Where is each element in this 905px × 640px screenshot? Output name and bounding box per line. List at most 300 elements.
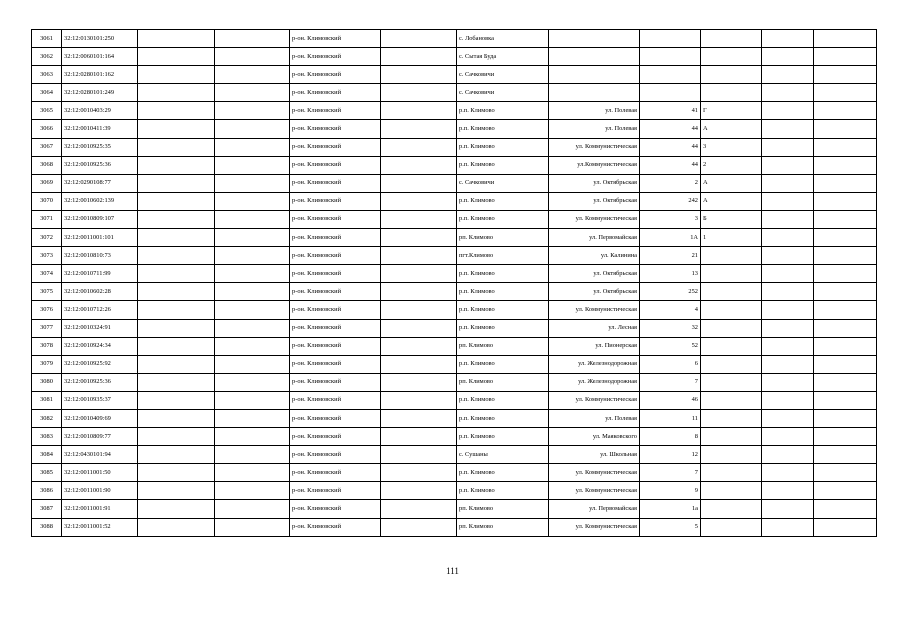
cell-settlement: с. Лобановка <box>457 30 549 48</box>
cell-street: ул. Первомайская <box>549 229 640 247</box>
cell-house-number: 46 <box>640 391 701 409</box>
cell-settlement: с. Сачковичи <box>457 84 549 102</box>
cell-empty-col-6 <box>381 192 457 210</box>
cell-empty-col-11 <box>762 373 814 391</box>
cell-empty-col-6 <box>381 482 457 500</box>
table-row <box>32 192 877 210</box>
table-row <box>32 446 877 464</box>
cell-building-letter <box>701 500 762 518</box>
cell-building-letter <box>701 30 762 48</box>
cell-street: ул. Коммунистическая <box>549 210 640 228</box>
cell-empty-col-11 <box>762 283 814 301</box>
cell-record-number: 3063 <box>32 66 62 84</box>
cell-district: р-он. Климовский <box>290 48 381 66</box>
cell-record-number: 3073 <box>32 247 62 265</box>
cell-empty-col-4 <box>215 355 290 373</box>
cell-empty-col-11 <box>762 319 814 337</box>
cell-empty-col-4 <box>215 428 290 446</box>
cell-empty-col-4 <box>215 229 290 247</box>
cell-empty-col-11 <box>762 48 814 66</box>
cell-district: р-он. Климовский <box>290 518 381 536</box>
cell-building-letter <box>701 409 762 427</box>
cell-empty-col-12 <box>814 500 877 518</box>
cell-record-number: 3075 <box>32 283 62 301</box>
cell-street: ул. Пионерская <box>549 337 640 355</box>
cell-empty-col-4 <box>215 210 290 228</box>
cell-empty-col-12 <box>814 102 877 120</box>
cell-empty-col-4 <box>215 500 290 518</box>
cell-record-number: 3067 <box>32 138 62 156</box>
cell-building-letter <box>701 428 762 446</box>
cell-empty-col-11 <box>762 500 814 518</box>
cell-building-letter <box>701 319 762 337</box>
cell-empty-col-3 <box>138 482 215 500</box>
cell-cadastral-number: 32:12:0060101:164 <box>62 48 138 66</box>
cell-house-number: 7 <box>640 373 701 391</box>
cell-empty-col-6 <box>381 247 457 265</box>
cell-settlement: р.п. Климово <box>457 409 549 427</box>
cell-empty-col-12 <box>814 66 877 84</box>
cell-house-number: 52 <box>640 337 701 355</box>
cell-building-letter <box>701 48 762 66</box>
cell-empty-col-3 <box>138 373 215 391</box>
cell-empty-col-4 <box>215 409 290 427</box>
cell-cadastral-number: 32:12:0010924:34 <box>62 337 138 355</box>
cell-district: р-он. Климовский <box>290 337 381 355</box>
cell-record-number: 3079 <box>32 355 62 373</box>
table-row <box>32 66 877 84</box>
cell-district: р-он. Климовский <box>290 482 381 500</box>
cell-empty-col-12 <box>814 192 877 210</box>
cell-empty-col-11 <box>762 301 814 319</box>
cell-district: р-он. Климовский <box>290 247 381 265</box>
cell-empty-col-3 <box>138 518 215 536</box>
cell-district: р-он. Климовский <box>290 102 381 120</box>
cell-empty-col-11 <box>762 446 814 464</box>
cell-empty-col-6 <box>381 156 457 174</box>
cell-empty-col-11 <box>762 30 814 48</box>
cell-cadastral-number: 32:12:0280101:249 <box>62 84 138 102</box>
cell-empty-col-6 <box>381 301 457 319</box>
cell-empty-col-6 <box>381 102 457 120</box>
cell-building-letter: 1 <box>701 229 762 247</box>
cell-empty-col-4 <box>215 138 290 156</box>
table-row <box>32 373 877 391</box>
cell-empty-col-4 <box>215 48 290 66</box>
cell-cadastral-number: 32:12:0010925:36 <box>62 156 138 174</box>
cell-building-letter <box>701 84 762 102</box>
cell-cadastral-number: 32:12:0010712:26 <box>62 301 138 319</box>
cell-empty-col-12 <box>814 265 877 283</box>
cell-settlement: р.п. Климово <box>457 301 549 319</box>
cell-settlement: р.п. Климово <box>457 464 549 482</box>
cell-empty-col-11 <box>762 482 814 500</box>
cell-empty-col-6 <box>381 337 457 355</box>
cell-street: ул. Калинина <box>549 247 640 265</box>
cell-district: р-он. Климовский <box>290 500 381 518</box>
table-row <box>32 428 877 446</box>
cell-empty-col-3 <box>138 355 215 373</box>
cell-empty-col-12 <box>814 84 877 102</box>
cell-cadastral-number: 32:12:0010809:77 <box>62 428 138 446</box>
cell-empty-col-4 <box>215 319 290 337</box>
cell-empty-col-4 <box>215 265 290 283</box>
cell-house-number <box>640 48 701 66</box>
cell-building-letter <box>701 265 762 283</box>
cell-empty-col-6 <box>381 265 457 283</box>
cell-district: р-он. Климовский <box>290 210 381 228</box>
cell-empty-col-4 <box>215 373 290 391</box>
cell-cadastral-number: 32:12:0010925:35 <box>62 138 138 156</box>
cell-empty-col-12 <box>814 174 877 192</box>
cell-empty-col-12 <box>814 518 877 536</box>
table-row <box>32 174 877 192</box>
cell-building-letter <box>701 283 762 301</box>
cell-settlement: р.п. Климово <box>457 120 549 138</box>
cell-cadastral-number: 32:12:0011001:90 <box>62 482 138 500</box>
cell-cadastral-number: 32:12:0010810:73 <box>62 247 138 265</box>
cell-empty-col-3 <box>138 30 215 48</box>
cell-cadastral-number: 32:12:0010602:139 <box>62 192 138 210</box>
cell-district: р-он. Климовский <box>290 301 381 319</box>
cell-empty-col-12 <box>814 210 877 228</box>
cell-street: ул. Полевая <box>549 409 640 427</box>
table-row <box>32 102 877 120</box>
cell-record-number: 3074 <box>32 265 62 283</box>
cell-record-number: 3061 <box>32 30 62 48</box>
cell-record-number: 3083 <box>32 428 62 446</box>
cell-empty-col-12 <box>814 138 877 156</box>
cell-empty-col-4 <box>215 391 290 409</box>
cell-building-letter <box>701 355 762 373</box>
cell-cadastral-number: 32:12:0011001:52 <box>62 518 138 536</box>
cell-district: р-он. Климовский <box>290 428 381 446</box>
cell-district: р-он. Климовский <box>290 84 381 102</box>
cell-empty-col-4 <box>215 192 290 210</box>
cell-district: р-он. Климовский <box>290 156 381 174</box>
cell-empty-col-12 <box>814 409 877 427</box>
cell-cadastral-number: 32:12:0010403:29 <box>62 102 138 120</box>
cell-district: р-он. Климовский <box>290 409 381 427</box>
cell-empty-col-3 <box>138 391 215 409</box>
cell-house-number: 9 <box>640 482 701 500</box>
cell-street: ул. Коммунистическая <box>549 391 640 409</box>
cell-settlement: р.п. Климово <box>457 192 549 210</box>
cell-settlement: с. Сачковичи <box>457 174 549 192</box>
cell-empty-col-6 <box>381 428 457 446</box>
cell-empty-col-3 <box>138 337 215 355</box>
cell-district: р-он. Климовский <box>290 66 381 84</box>
cell-empty-col-11 <box>762 102 814 120</box>
cell-empty-col-11 <box>762 337 814 355</box>
cell-street: ул. Коммунистическая <box>549 301 640 319</box>
cell-settlement: рп. Климово <box>457 373 549 391</box>
cell-house-number: 44 <box>640 156 701 174</box>
cell-empty-col-3 <box>138 174 215 192</box>
cell-cadastral-number: 32:12:0430101:94 <box>62 446 138 464</box>
cell-empty-col-3 <box>138 48 215 66</box>
cell-empty-col-4 <box>215 66 290 84</box>
cell-house-number: 2 <box>640 174 701 192</box>
cell-street: ул. Полевая <box>549 120 640 138</box>
cell-record-number: 3086 <box>32 482 62 500</box>
cell-empty-col-3 <box>138 464 215 482</box>
cell-empty-col-4 <box>215 301 290 319</box>
cell-empty-col-12 <box>814 319 877 337</box>
cell-empty-col-6 <box>381 84 457 102</box>
cell-settlement: р.п. Климово <box>457 319 549 337</box>
cell-district: р-он. Климовский <box>290 192 381 210</box>
cell-district: р-он. Климовский <box>290 120 381 138</box>
cell-street: ул. Октябрьская <box>549 174 640 192</box>
cell-street: ул. Коммунистическая <box>549 464 640 482</box>
cell-building-letter: Г <box>701 102 762 120</box>
cell-building-letter <box>701 391 762 409</box>
cell-empty-col-3 <box>138 66 215 84</box>
cell-empty-col-12 <box>814 373 877 391</box>
cell-settlement: с. Сытая Буда <box>457 48 549 66</box>
table-row <box>32 247 877 265</box>
cell-building-letter: 2 <box>701 156 762 174</box>
cell-street: ул. Лесная <box>549 319 640 337</box>
cell-empty-col-12 <box>814 428 877 446</box>
cell-record-number: 3070 <box>32 192 62 210</box>
cell-cadastral-number: 32:12:0010409:69 <box>62 409 138 427</box>
cell-empty-col-4 <box>215 446 290 464</box>
table-row <box>32 265 877 283</box>
cell-empty-col-12 <box>814 355 877 373</box>
cell-house-number <box>640 30 701 48</box>
cell-district: р-он. Климовский <box>290 319 381 337</box>
cell-empty-col-4 <box>215 464 290 482</box>
cell-district: р-он. Климовский <box>290 138 381 156</box>
cell-record-number: 3065 <box>32 102 62 120</box>
cell-empty-col-4 <box>215 120 290 138</box>
cell-house-number: 41 <box>640 102 701 120</box>
cell-street <box>549 66 640 84</box>
cell-empty-col-11 <box>762 120 814 138</box>
cell-district: р-он. Климовский <box>290 229 381 247</box>
cell-building-letter <box>701 464 762 482</box>
cell-empty-col-3 <box>138 265 215 283</box>
cell-street: ул. Первомайская <box>549 500 640 518</box>
cell-record-number: 3071 <box>32 210 62 228</box>
cell-empty-col-3 <box>138 247 215 265</box>
cell-house-number: 7 <box>640 464 701 482</box>
table-row <box>32 84 877 102</box>
cell-empty-col-6 <box>381 446 457 464</box>
cell-empty-col-12 <box>814 120 877 138</box>
cell-house-number <box>640 66 701 84</box>
cell-empty-col-3 <box>138 446 215 464</box>
cell-empty-col-11 <box>762 229 814 247</box>
cell-record-number: 3076 <box>32 301 62 319</box>
table-row <box>32 464 877 482</box>
cell-empty-col-12 <box>814 247 877 265</box>
cell-empty-col-6 <box>381 283 457 301</box>
cell-house-number: 242 <box>640 192 701 210</box>
cell-street: ул. Железнодорожная <box>549 373 640 391</box>
cell-empty-col-11 <box>762 355 814 373</box>
cell-empty-col-4 <box>215 283 290 301</box>
cell-settlement: с. Сачковичи <box>457 66 549 84</box>
cell-settlement: р.п. Климово <box>457 428 549 446</box>
cell-cadastral-number: 32:12:0010602:28 <box>62 283 138 301</box>
cell-district: р-он. Климовский <box>290 265 381 283</box>
cell-district: р-он. Климовский <box>290 174 381 192</box>
cell-empty-col-4 <box>215 156 290 174</box>
table-row <box>32 337 877 355</box>
cell-settlement: р.п. Климово <box>457 355 549 373</box>
cell-district: р-он. Климовский <box>290 373 381 391</box>
table-row <box>32 156 877 174</box>
cell-record-number: 3080 <box>32 373 62 391</box>
cell-street: ул. Коммунистическая <box>549 518 640 536</box>
cell-empty-col-3 <box>138 409 215 427</box>
cell-empty-col-3 <box>138 192 215 210</box>
cell-house-number: 11 <box>640 409 701 427</box>
cell-empty-col-6 <box>381 229 457 247</box>
cell-street <box>549 30 640 48</box>
cell-house-number: 13 <box>640 265 701 283</box>
cell-empty-col-12 <box>814 391 877 409</box>
table-row <box>32 138 877 156</box>
cell-empty-col-6 <box>381 319 457 337</box>
cell-street <box>549 48 640 66</box>
cell-empty-col-11 <box>762 265 814 283</box>
cell-empty-col-11 <box>762 409 814 427</box>
cell-settlement: р.п. Климово <box>457 283 549 301</box>
table-body <box>32 30 877 537</box>
cell-empty-col-11 <box>762 66 814 84</box>
cell-record-number: 3068 <box>32 156 62 174</box>
cell-street: ул. Железнодорожная <box>549 355 640 373</box>
table-row <box>32 319 877 337</box>
cell-settlement: р.п. Климово <box>457 391 549 409</box>
table-row <box>32 229 877 247</box>
cell-cadastral-number: 32:12:0010809:107 <box>62 210 138 228</box>
cell-record-number: 3072 <box>32 229 62 247</box>
page-number: 111 <box>446 566 459 576</box>
cell-settlement: пгт.Климово <box>457 247 549 265</box>
cell-settlement: рп. Климово <box>457 337 549 355</box>
cell-empty-col-11 <box>762 428 814 446</box>
cell-empty-col-6 <box>381 210 457 228</box>
cell-empty-col-12 <box>814 156 877 174</box>
cell-district: р-он. Климовский <box>290 283 381 301</box>
cell-house-number: 12 <box>640 446 701 464</box>
cell-empty-col-12 <box>814 337 877 355</box>
cell-empty-col-6 <box>381 409 457 427</box>
cell-cadastral-number: 32:12:0130101:250 <box>62 30 138 48</box>
cell-house-number: 1а <box>640 500 701 518</box>
table-row <box>32 210 877 228</box>
cell-empty-col-3 <box>138 102 215 120</box>
cell-record-number: 3069 <box>32 174 62 192</box>
cell-house-number: 252 <box>640 283 701 301</box>
cell-building-letter: А <box>701 192 762 210</box>
cell-cadastral-number: 32:12:0010411:39 <box>62 120 138 138</box>
cell-settlement: рп. Климово <box>457 229 549 247</box>
cell-empty-col-6 <box>381 120 457 138</box>
cell-record-number: 3064 <box>32 84 62 102</box>
cell-street: ул. Октябрьская <box>549 265 640 283</box>
cell-record-number: 3088 <box>32 518 62 536</box>
cell-cadastral-number: 32:12:0010935:37 <box>62 391 138 409</box>
table-row <box>32 120 877 138</box>
table-row <box>32 409 877 427</box>
cell-empty-col-11 <box>762 391 814 409</box>
cell-record-number: 3062 <box>32 48 62 66</box>
cell-house-number: 21 <box>640 247 701 265</box>
cell-settlement: р.п. Климово <box>457 138 549 156</box>
cell-empty-col-12 <box>814 446 877 464</box>
cell-street: ул. Коммунистическая <box>549 482 640 500</box>
cell-empty-col-6 <box>381 373 457 391</box>
cell-cadastral-number: 32:12:0290108:77 <box>62 174 138 192</box>
cell-empty-col-6 <box>381 174 457 192</box>
table-row <box>32 301 877 319</box>
table-row <box>32 391 877 409</box>
cell-building-letter <box>701 518 762 536</box>
cell-building-letter <box>701 66 762 84</box>
table-row <box>32 30 877 48</box>
cell-building-letter: 3 <box>701 138 762 156</box>
cell-record-number: 3082 <box>32 409 62 427</box>
cell-district: р-он. Климовский <box>290 446 381 464</box>
cell-empty-col-12 <box>814 283 877 301</box>
cell-cadastral-number: 32:12:0011001:101 <box>62 229 138 247</box>
cell-cadastral-number: 32:12:0010711:99 <box>62 265 138 283</box>
cell-house-number: 32 <box>640 319 701 337</box>
cell-settlement: р.п. Климово <box>457 210 549 228</box>
cell-empty-col-6 <box>381 391 457 409</box>
cell-record-number: 3078 <box>32 337 62 355</box>
cell-settlement: р.п. Климово <box>457 265 549 283</box>
cell-settlement: р.п. Климово <box>457 156 549 174</box>
cell-empty-col-6 <box>381 48 457 66</box>
cell-house-number <box>640 84 701 102</box>
cell-empty-col-4 <box>215 337 290 355</box>
cell-house-number: 3 <box>640 210 701 228</box>
cell-record-number: 3085 <box>32 464 62 482</box>
table-row <box>32 355 877 373</box>
cell-record-number: 3077 <box>32 319 62 337</box>
cell-empty-col-6 <box>381 30 457 48</box>
cell-street: ул. Школьная <box>549 446 640 464</box>
property-register-table <box>31 29 877 537</box>
cell-empty-col-6 <box>381 500 457 518</box>
cell-empty-col-4 <box>215 30 290 48</box>
cell-settlement: р.п. Климово <box>457 482 549 500</box>
cell-record-number: 3081 <box>32 391 62 409</box>
cell-empty-col-3 <box>138 283 215 301</box>
cell-building-letter <box>701 337 762 355</box>
cell-empty-col-12 <box>814 464 877 482</box>
cell-street: ул. Полевая <box>549 102 640 120</box>
cell-empty-col-6 <box>381 138 457 156</box>
cell-building-letter <box>701 373 762 391</box>
cell-empty-col-11 <box>762 518 814 536</box>
table-row <box>32 48 877 66</box>
cell-empty-col-6 <box>381 66 457 84</box>
cell-building-letter: А <box>701 174 762 192</box>
cell-record-number: 3084 <box>32 446 62 464</box>
cell-empty-col-4 <box>215 102 290 120</box>
cell-empty-col-3 <box>138 120 215 138</box>
cell-empty-col-3 <box>138 301 215 319</box>
cell-district: р-он. Климовский <box>290 30 381 48</box>
